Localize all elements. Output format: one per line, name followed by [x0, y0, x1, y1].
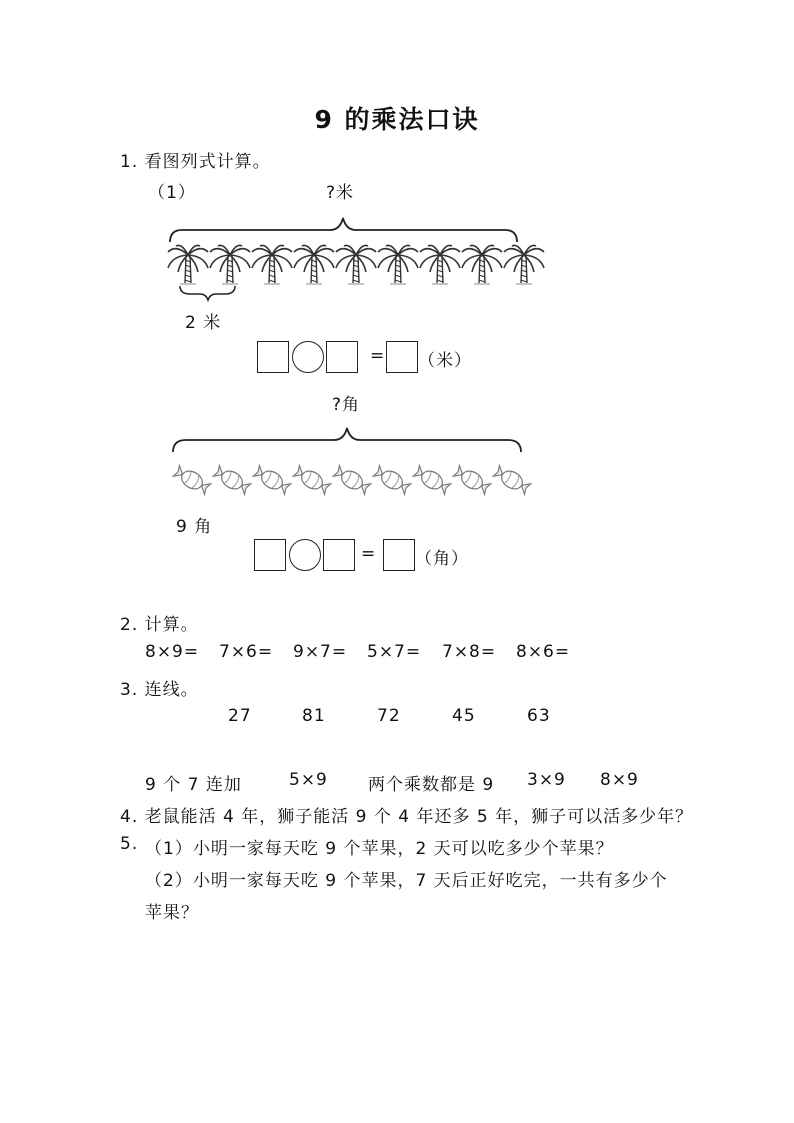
q1-segment-jiao-label: 9 角	[176, 517, 213, 537]
page-title: 9 的乘法口诀	[314, 105, 480, 134]
q3-expression[interactable]: 9 个 7 连加	[145, 775, 242, 795]
q3-expression[interactable]: 3×9	[527, 770, 566, 790]
q3-number[interactable]: 27	[228, 706, 252, 726]
candy-icon	[172, 464, 211, 496]
total-meters-brace	[170, 218, 517, 242]
answer-box-6[interactable]	[383, 539, 415, 571]
q2-item: 8×9=	[145, 642, 200, 662]
candy-icon	[412, 464, 451, 496]
candy-icon	[452, 464, 491, 496]
q3-number[interactable]: 45	[452, 706, 476, 726]
q3-expression[interactable]: 两个乘数都是 9	[368, 775, 495, 795]
equals-sign-2: =	[361, 544, 377, 564]
candy-icon	[212, 464, 251, 496]
answer-box-4[interactable]	[254, 539, 286, 571]
candy-icon	[252, 464, 291, 496]
q1-segment-meters-label: 2 米	[185, 313, 222, 333]
q3-expression[interactable]: 5×9	[289, 770, 328, 790]
q2-label: 2. 计算。	[120, 615, 199, 635]
palm-tree-icon	[462, 245, 502, 284]
palm-tree-icon	[336, 245, 376, 284]
q2-item: 5×7=	[367, 642, 422, 662]
q4-text: 4. 老鼠能活 4 年，狮子能活 9 个 4 年还多 5 年，狮子可以活多少年？	[120, 807, 694, 827]
q3-number[interactable]: 72	[377, 706, 401, 726]
palm-tree-icon	[210, 245, 250, 284]
q2-item: 7×8=	[442, 642, 497, 662]
q5-part1: （1）小明一家每天吃 9 个苹果，2 天可以吃多少个苹果？	[145, 839, 614, 859]
unit-jiao: （角）	[415, 549, 469, 569]
answer-box-2[interactable]	[326, 341, 358, 373]
candy-icon	[292, 464, 331, 496]
q5-part2-line1: （2）小明一家每天吃 9 个苹果，7 天后正好吃完，一共有多少个	[145, 871, 668, 891]
palm-tree-icon	[420, 245, 460, 284]
palm-tree-icon	[252, 245, 292, 284]
q3-number[interactable]: 63	[527, 706, 551, 726]
answer-box-3[interactable]	[386, 341, 418, 373]
q5-label: 5.	[120, 834, 139, 854]
q1-total-jiao-label: ?角	[332, 395, 361, 415]
q2-item: 8×6=	[516, 642, 571, 662]
candy-row	[172, 464, 531, 496]
candy-icon	[492, 464, 531, 496]
palm-tree-icon	[504, 245, 544, 284]
q3-label: 3. 连线。	[120, 680, 199, 700]
palm-tree-icon	[378, 245, 418, 284]
answer-box-5[interactable]	[323, 539, 355, 571]
operator-circle-1[interactable]	[292, 341, 324, 373]
q5-part2-line2: 苹果？	[145, 903, 199, 923]
answer-box-1[interactable]	[257, 341, 289, 373]
candy-icon	[332, 464, 371, 496]
q1-label: 1. 看图列式计算。	[120, 152, 271, 172]
q2-item: 7×6=	[219, 642, 274, 662]
q1-total-meters-label: ?米	[326, 183, 355, 203]
equals-sign-1: =	[370, 346, 386, 366]
unit-meters: （米）	[418, 351, 472, 371]
two-meter-brace	[180, 286, 235, 300]
total-jiao-brace	[173, 428, 521, 452]
q3-number[interactable]: 81	[302, 706, 326, 726]
q1-part1-tag: （1）	[148, 183, 196, 203]
palm-tree-icon	[294, 245, 334, 284]
operator-circle-2[interactable]	[289, 539, 321, 571]
candy-icon	[372, 464, 411, 496]
palm-tree-row	[168, 245, 544, 284]
palm-tree-icon	[168, 245, 208, 284]
q3-expression[interactable]: 8×9	[600, 770, 639, 790]
q2-item: 9×7=	[293, 642, 348, 662]
